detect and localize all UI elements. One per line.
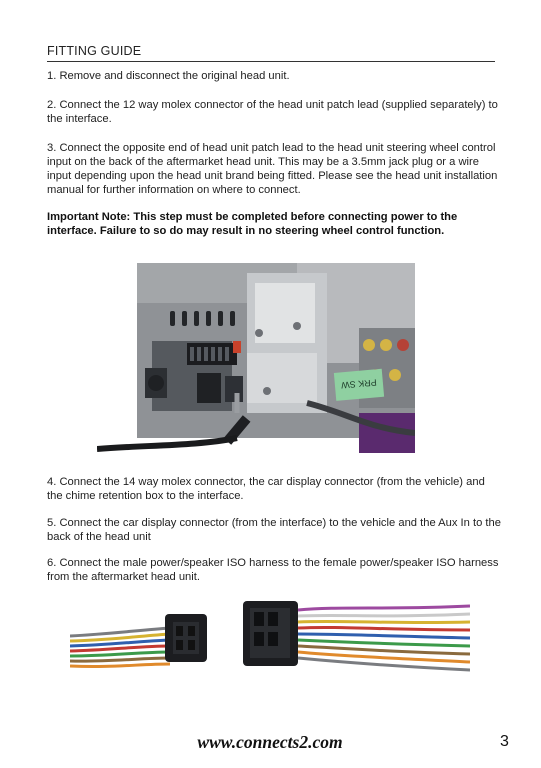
iso-harness-illustration	[70, 596, 470, 688]
head-unit-back-photo	[97, 263, 415, 463]
prk-sw-label: PRK SW	[340, 377, 378, 391]
head-unit-illustration	[97, 263, 415, 463]
step-6: 6. Connect the male power/speaker ISO harness to the female power/speaker ISO harness from the aftermarket head unit.	[47, 557, 499, 583]
step-4: 4. Connect the 14 way molex connector, the car display connector (from the vehicle) and the chime retention box to the interface.	[47, 476, 485, 502]
iso-harness-photo	[70, 596, 470, 688]
page-number: 3	[500, 733, 509, 750]
page-heading: FITTING GUIDE	[47, 44, 495, 62]
step-1: 1. Remove and disconnect the original head unit.	[47, 70, 290, 82]
step-3: 3. Connect the opposite end of head unit patch lead to the head unit steering wheel control input on the back of the aftermarket head unit. This may be a 3.5mm jack plug or a wire input depending upon the head unit brand being fitted. Please see the head unit installation manual for further information on where to connect.	[47, 142, 498, 196]
step-5: 5. Connect the car display connector (from the interface) to the vehicle and the Aux In to the back of the head unit	[47, 517, 501, 543]
step-2: 2. Connect the 12 way molex connector of the head unit patch lead (supplied separately) to the interface.	[47, 99, 498, 125]
important-note: Important Note: This step must be completed before connecting power to the interface. Failure to so do may result in no steering wheel control function.	[47, 211, 458, 237]
footer-website: www.connects2.com	[197, 732, 343, 752]
